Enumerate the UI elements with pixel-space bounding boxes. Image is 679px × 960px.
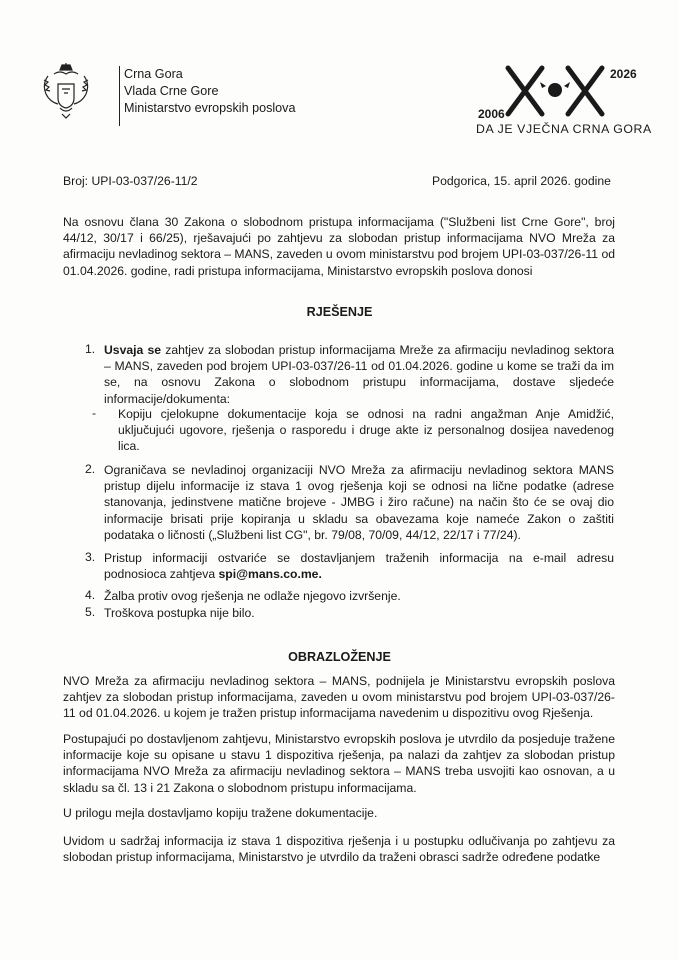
logo-year-start: 2006: [478, 107, 505, 120]
coat-of-arms-icon: [40, 62, 92, 120]
anniversary-logo: [476, 62, 646, 120]
reasoning-paragraph: Uvidom u sadržaj informacija iz stava 1 dispozitiva rješenja i u postupku odlučivanja po zahtjevu za slobodan pristup informacijama, Ministarstvo je utvrdilo da traženi obrasci sadrže određene podatke: [63, 834, 615, 865]
list-item: [104, 342, 614, 407]
list-item: Troškova postupka nije bilo.: [104, 606, 255, 620]
item-number: 2.: [85, 462, 96, 476]
sub-item-dash: -: [92, 406, 97, 420]
item-bold-lead: Usvaja se: [104, 343, 162, 357]
list-item: [104, 550, 614, 582]
institution-header: [124, 66, 296, 117]
header-divider: [119, 66, 120, 126]
reasoning-paragraph: U prilogu mejla dostavljamo kopiju tražene dokumentacije.: [63, 806, 378, 820]
reasoning-paragraph: Postupajući po dostavljenom zahtjevu, Ministarstvo evropskih poslova je utvrdilo da posjeduje tražene informacije koje su opisane u stavu 1 dispozitiva rješenja, pa nalazi da zahtjev za slobodan pristup informacijama NVO Mreža za afirmaciju nevladinog sektora – MANS treba usvojiti kao osnovan, a u skladu sa čl. 13 i 21 Zakona o slobodnom pristupu informacijama.: [63, 732, 615, 795]
sub-list-item: Kopiju cjelokupne dokumentacije koja se odnosi na radni angažman Anje Amidžić, uključujući ugovore, rješenja o rasporedu i druge akte iz personalnog dosijea navedenog lica.: [118, 407, 614, 454]
header-government: Vlada Crne Gore: [124, 84, 219, 98]
reasoning-paragraph: NVO Mreža za afirmaciju nevladinog sektora – MANS, podnijela je Ministarstvu evropskih poslova zahtjev za slobodan pristup informacijama, zaveden u ovom ministarstvu pod brojem UPI-03-037/26-11 od 01.04.2026. u kojem je tražen pristup informacijama navedenim u dispozitivu ovog Rješenja.: [63, 674, 615, 721]
header-country: Crna Gora: [124, 67, 183, 81]
item-number: 1.: [85, 342, 96, 356]
document-number: Broj: UPI-03-037/26-11/2: [63, 174, 198, 188]
logo-eagle-icon: [540, 82, 570, 97]
logo-tagline: DA JE VJEČNA CRNA GORA: [476, 122, 652, 136]
item-text: zahtjev za slobodan pristup informacijama Mreže za afirmaciju nevladinog sektora – MANS, zaveden pod brojem UPI-03-037/26-11 od 01.04.2026. godine u kome se traži da im se, na osnovu Zakona o slobodnom pristupu informacijama, dostave sljedeće informacije/dokumenta:: [104, 343, 615, 406]
reasoning-title: OBRAZLOŽENJE: [288, 650, 391, 664]
header-ministry: Ministarstvo evropskih poslova: [124, 101, 296, 115]
item-text: Pristup informaciji ostvariće se dostavljanjem traženih informacija na e-mail adresu podnosioca zahtjeva: [104, 551, 614, 582]
email-address: spi@mans.co.me.: [218, 567, 322, 582]
intro-paragraph: Na osnovu člana 30 Zakona o slobodnom pristupa informacijama ("Službeni list Crne Gore", broj 44/12, 30/17 i 66/25), rješavajući po zahtjevu za slobodan pristup informacijama NVO Mreža za afirmaciju nevladinog sektora – MANS, zaveden u ovom ministarstvu pod brojem UPI-03-037/26-11 od 01.04.2026. godine, radi pristupa informacijama, Ministarstvo evropskih poslova donosi: [63, 215, 615, 278]
list-item: Ograničava se nevladinoj organizaciji NVO Mreža za afirmaciju nevladinog sektora MANS pristup dijelu informacije iz stava 1 ovog rješenja koji se odnosi na lične podatke (adrese stanovanja, jedinstvene matične brojeve - JMBG i žiro račune) na način što će se ovaj dio informacije brisati prije kopiranja u skladu sa obavezama koje nameće Zakon o zaštiti podataka o ličnosti („Službeni list CG", br. 79/08, 70/09, 44/12, 22/17 i 77/24).: [104, 463, 614, 542]
item-number: 5.: [85, 605, 96, 619]
item-number: 4.: [85, 588, 96, 602]
item-number: 3.: [85, 550, 96, 564]
list-item: Žalba protiv ovog rješenja ne odlaže njegovo izvršenje.: [104, 589, 401, 603]
document-place-date: Podgorica, 15. april 2026. godine: [432, 174, 611, 188]
decision-title: RJEŠENJE: [306, 305, 373, 319]
logo-year-end: 2026: [610, 67, 637, 81]
